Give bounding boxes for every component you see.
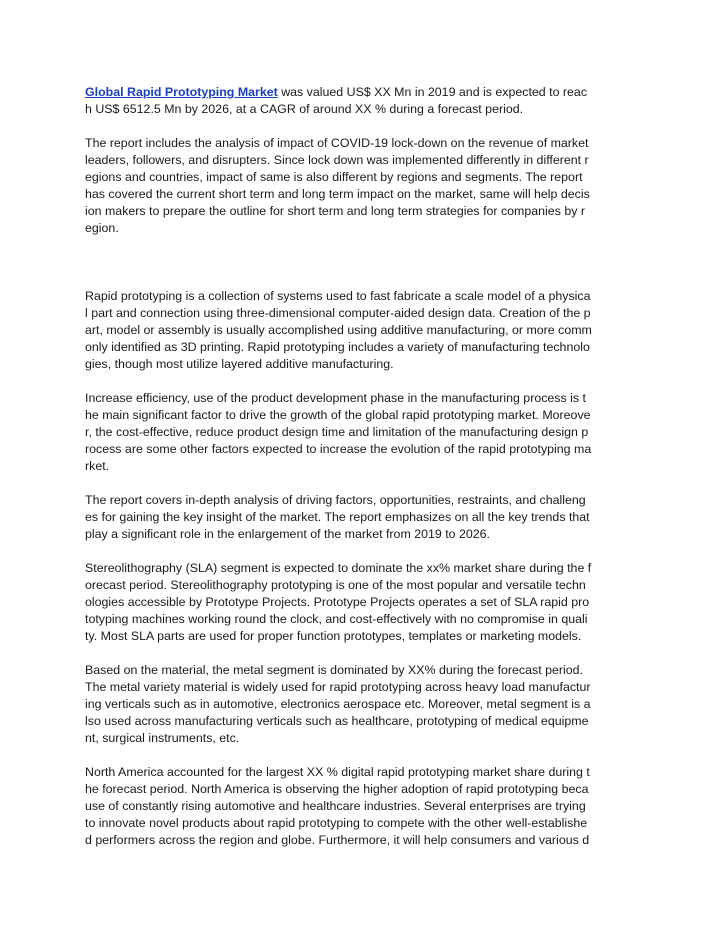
paragraph-line: ty. Most SLA parts are used for proper function prototypes, templates or marketing models. <box>85 629 582 643</box>
paragraph-coverage <box>85 492 637 543</box>
paragraph-gap <box>85 747 637 764</box>
document-page <box>85 84 637 849</box>
paragraph-line: Stereolithography (SLA) segment is expected to dominate the xx% market share during the f <box>85 561 592 575</box>
paragraph-line: North America accounted for the largest XX % digital rapid prototyping market share during t <box>85 765 590 779</box>
paragraph-gap <box>85 645 637 662</box>
paragraph-line: he main significant factor to drive the growth of the global rapid prototyping market. Moreove <box>85 408 591 422</box>
paragraph-line: egion. <box>85 221 119 235</box>
paragraph-line: orecast period. Stereolithography prototyping is one of the most popular and versatile techn <box>85 578 586 592</box>
paragraph-gap <box>85 475 637 492</box>
paragraph-line: The report includes the analysis of impact of COVID-19 lock-down on the revenue of market <box>85 136 589 150</box>
paragraph-line: egions and countries, impact of same is also different by regions and segments. The report <box>85 170 583 184</box>
paragraph-north-america <box>85 764 637 849</box>
paragraph-line: Based on the material, the metal segment is dominated by XX% during the forecast period. <box>85 663 583 677</box>
paragraph-definition <box>85 288 637 373</box>
paragraph-line: r, the cost-effective, reduce product design time and limitation of the manufacturing design p <box>85 425 589 439</box>
paragraph-line: Increase efficiency, use of the product development phase in the manufacturing process is t <box>85 391 586 405</box>
paragraph-line: lso used across manufacturing verticals such as healthcare, prototyping of medical equipme <box>85 714 589 728</box>
paragraph-covid <box>85 135 637 237</box>
paragraph-material <box>85 662 637 747</box>
paragraph-line: d performers across the region and globe. Furthermore, it will help consumers and various d <box>85 833 590 847</box>
paragraph-line: ion makers to prepare the outline for short term and long term strategies for companies by r <box>85 204 585 218</box>
paragraph-gap <box>85 373 637 390</box>
paragraph-line: leaders, followers, and disrupters. Since lock down was implemented differently in different r <box>85 153 589 167</box>
paragraph-gap <box>85 118 637 135</box>
intro-paragraph <box>85 84 637 118</box>
paragraph-drivers <box>85 390 637 475</box>
paragraph-line: use of constantly rising automotive and healthcare industries. Several enterprises are trying <box>85 799 586 813</box>
paragraph-line: l part and connection using three-dimensional computer-aided design data. Creation of the p <box>85 306 591 320</box>
paragraph-line: The metal variety material is widely used for rapid prototyping across heavy load manufactur <box>85 680 591 694</box>
paragraph-line: rket. <box>85 459 110 473</box>
intro-line-1-text: was valued US$ XX Mn in 2019 and is expected to reac <box>277 85 588 99</box>
paragraph-line: to innovate novel products about rapid prototyping to compete with the other well-establishe <box>85 816 588 830</box>
paragraph-sla <box>85 560 637 645</box>
paragraph-line: Rapid prototyping is a collection of systems used to fast fabricate a scale model of a physica <box>85 289 591 303</box>
intro-line-2: h US$ 6512.5 Mn by 2026, at a CAGR of around XX % during a forecast period. <box>85 102 524 116</box>
market-link[interactable]: Global Rapid Prototyping Market <box>85 85 278 99</box>
paragraph-line: ing verticals such as in automotive, electronics aerospace etc. Moreover, metal segment is a <box>85 697 591 711</box>
paragraph-line: only identified as 3D printing. Rapid prototyping includes a variety of manufacturing technolo <box>85 340 590 354</box>
paragraph-gap <box>85 543 637 560</box>
paragraph-line: play a significant role in the enlargement of the market from 2019 to 2026. <box>85 527 490 541</box>
paragraph-line: rocess are some other factors expected to increase the evolution of the rapid prototyping ma <box>85 442 592 456</box>
paragraph-line: ologies accessible by Prototype Projects. Prototype Projects operates a set of SLA rapid pro <box>85 595 590 609</box>
intro-line-1 <box>85 84 637 101</box>
paragraph-line: The report covers in-depth analysis of driving factors, opportunities, restraints, and challeng <box>85 493 586 507</box>
paragraph-line: nt, surgical instruments, etc. <box>85 731 240 745</box>
paragraph-gap <box>85 237 637 288</box>
paragraph-line: has covered the current short term and long term impact on the market, same will help decis <box>85 187 590 201</box>
paragraph-line: he forecast period. North America is observing the higher adoption of rapid prototyping beca <box>85 782 589 796</box>
paragraph-line: art, model or assembly is usually accomplished using additive manufacturing, or more comm <box>85 323 592 337</box>
paragraph-line: es for gaining the key insight of the market. The report emphasizes on all the key trends that <box>85 510 590 524</box>
paragraph-line: totyping machines working round the clock, and cost-effectively with no compromise in quali <box>85 612 588 626</box>
paragraph-line: gies, though most utilize layered additive manufacturing. <box>85 357 394 371</box>
